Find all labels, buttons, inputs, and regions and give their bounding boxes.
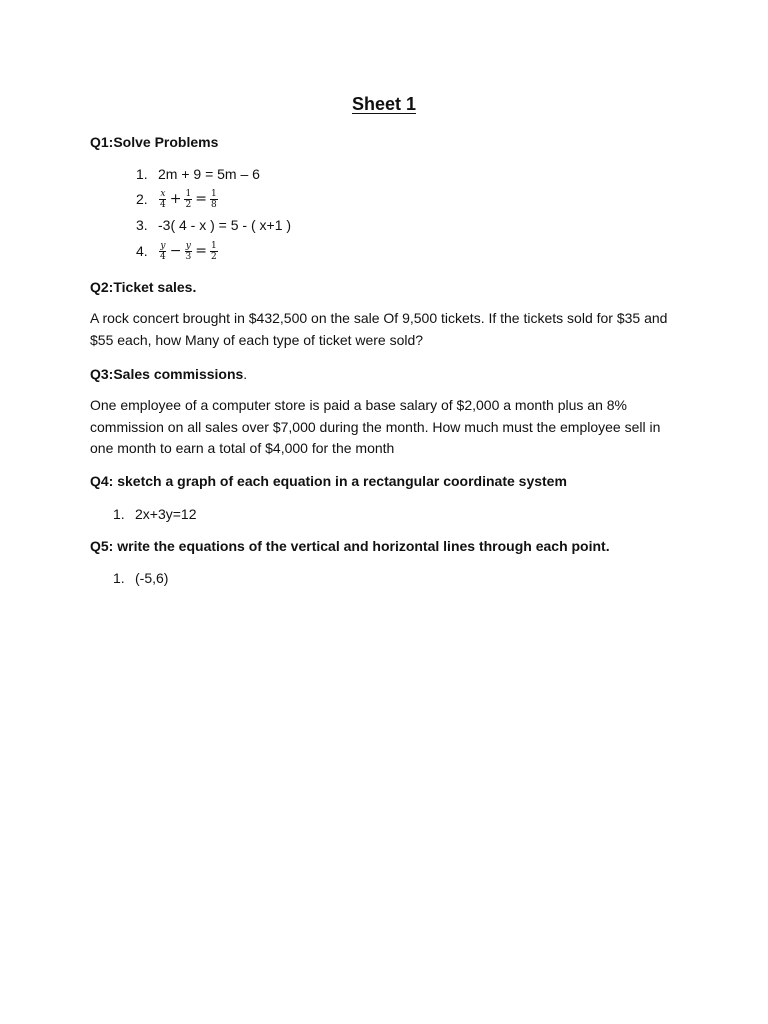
q1-heading: Q1:Solve Problems: [90, 134, 219, 150]
fraction-denominator: 2: [185, 199, 192, 210]
q5-item-1-number: 1.: [113, 570, 125, 586]
q3-heading-text: Q3:Sales commissions: [90, 366, 244, 382]
fraction-numerator: 1: [185, 188, 192, 199]
q1-item-1: [136, 165, 260, 183]
page-title: Sheet 1: [351, 94, 417, 114]
fraction-denominator: 8: [210, 199, 217, 210]
operator: −: [169, 243, 182, 259]
fraction-denominator: 4: [160, 251, 166, 262]
q2-heading: Q2:Ticket sales.: [90, 279, 197, 295]
fraction-denominator: 2: [210, 251, 217, 262]
operator: +: [169, 191, 182, 207]
q1-item-4-fraction-1: [159, 241, 167, 262]
q1-item-2-number: 2.: [136, 191, 148, 207]
fraction-numerator: 1: [210, 240, 217, 251]
q3-heading: [90, 366, 247, 382]
fraction-numerator: y: [160, 240, 166, 251]
q4-item-1-number: 1.: [113, 506, 125, 522]
q5-item-1-point: (-5,6): [135, 570, 169, 586]
fraction-numerator: x: [160, 188, 166, 199]
q2-body: A rock concert brought in $432,500 on the sale Of 9,500 tickets. If the tickets sold for $35 and $55 each, how Many of each type of ticket were sold?: [90, 310, 668, 348]
q1-item-4-number: 4.: [136, 243, 148, 259]
fraction-numerator: 1: [210, 188, 217, 199]
q1-item-2-fraction-1: [159, 189, 167, 210]
q1-item-4: [136, 238, 219, 264]
q4-item-1-equation: 2x+3y=12: [135, 506, 197, 522]
q1-item-3-number: 3.: [136, 217, 148, 233]
fraction-numerator: y: [185, 240, 191, 251]
q1-item-3-equation: -3( 4 - x ) = 5 - ( x+1 ): [158, 217, 292, 233]
q1-item-4-fraction-2: [184, 241, 192, 262]
fraction-denominator: 4: [160, 199, 166, 210]
q1-item-2: [136, 186, 219, 212]
q4-heading: Q4: sketch a graph of each equation in a rectangular coordinate system: [90, 473, 567, 489]
fraction-denominator: 3: [185, 251, 192, 262]
q1-item-3: [136, 216, 291, 234]
q5-heading: Q5: write the equations of the vertical and horizontal lines through each point.: [90, 538, 610, 554]
q3-body: One employee of a computer store is paid a base salary of $2,000 a month plus an 8% commission on all sales over $7,000 during the month. How much must the employee sell in one month to earn a total of $4,000 for the month: [90, 397, 661, 456]
q5-item-1: [113, 569, 168, 587]
q1-item-2-fraction-3: [210, 189, 218, 210]
q1-item-4-fraction-3: [210, 241, 218, 262]
q1-item-2-fraction-2: [184, 189, 192, 210]
operator: =: [195, 191, 207, 207]
operator: =: [195, 243, 207, 259]
q3-heading-period: .: [243, 366, 248, 382]
q1-item-1-equation: 2m + 9 = 5m – 6: [158, 166, 260, 182]
q4-item-1: [113, 505, 197, 523]
q1-item-1-number: 1.: [136, 166, 148, 182]
